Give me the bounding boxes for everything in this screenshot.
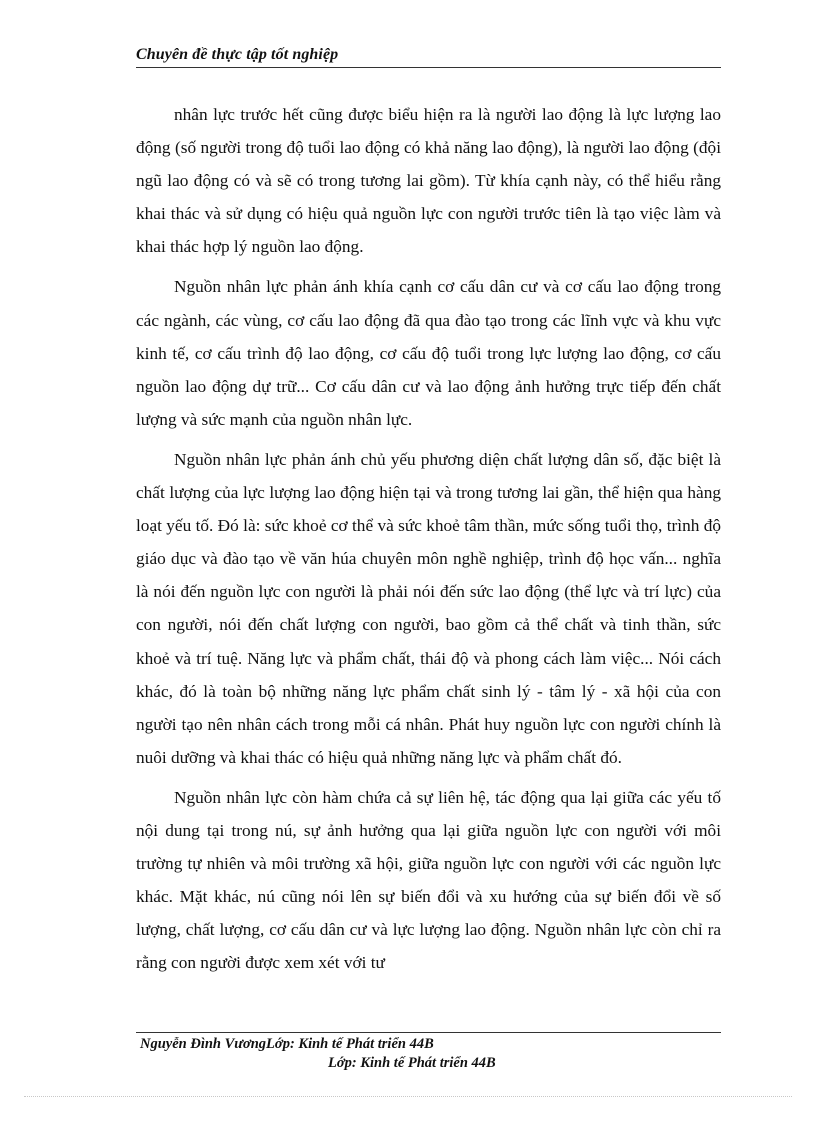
paragraph-2: Nguồn nhân lực phản ánh khía cạnh cơ cấu dân cư và cơ cấu lao động trong các ngành, các vùng, cơ cấu lao động đã qua đào tạo trong các lĩnh vực và khu vực kinh tế, cơ cấu trình độ lao động, cơ cấu độ tuổi trong lực lượng lao động, cơ cấu nguồn lao động dự trữ... Cơ cấu dân cư và lao động ảnh hưởng trực tiếp đến chất lượng và sức mạnh của nguồn nhân lực. [136,277,721,429]
paragraph-3: Nguồn nhân lực phản ánh chủ yếu phương diện chất lượng dân số, đặc biệt là chất lượng của lực lượng lao động hiện tại và trong tương lai gần, thể hiện qua hàng loạt yếu tố. Đó là: sức khoẻ cơ thể và sức khoẻ tâm thần, mức sống tuổi thọ, trình độ giáo dục và đào tạo về văn húa chuyên môn nghề nghiệp, trình độ học vấn... nghĩa là nói đến nguồn lực con người là phải nói đến sức lao động (thể lực và trí lực) của con người, nói đến chất lượng con người, bao gồm cả thể chất và tinh thần, sức khoẻ và trí tuệ. Năng lực và phẩm chất, thái độ và phong cách làm việc... Nói cách khác, đó là toàn bộ những năng lực phẩm chất sinh lý - tâm lý - xã hội của con người tạo nên nhân cách trong mỗi cá nhân. Phát huy nguồn lực con người chính là nuôi dưỡng và khai thác có hiệu quả những năng lực và phẩm chất đó. [136,449,721,767]
footer-class: Lớp: Kinh tế Phát triển 44B [328,1055,496,1071]
paragraph-4: Nguồn nhân lực còn hàm chứa cả sự liên hệ, tác động qua lại giữa các yếu tố nội dung tại trong nú, sự ảnh hưởng qua lại giữa nguồn lực con người với môi trường tự nhiên và môi trường xã hội, giữa nguồn lực con người với các nguồn lực khác. Mặt khác, nú cũng nói lên sự biến đổi và xu hướng của sự biến đổi về số lượng, chất lượng, cơ cấu dân cư và lực lượng lao động. Nguồn nhân lực còn chỉ ra rằng con người được xem xét với tư [136,787,721,973]
page-bottom-dotted-border [24,1096,792,1097]
header-title: Chuyên đề thực tập tốt nghiệp [136,46,339,63]
footer-divider [136,1032,721,1033]
header-divider [136,67,721,68]
paragraph-1: nhân lực trước hết cũng được biểu hiện ra là người lao động là lực lượng lao động (số người trong độ tuổi lao động có khả năng lao động), là người lao động (đội ngũ lao động có và sẽ có trong tương lai gồm). Từ khía cạnh này, có thể hiểu rằng khai thác và sử dụng có hiệu quả nguồn lực con người trước tiên là tạo việc làm và khai thác hợp lý nguồn lao động. [136,105,721,257]
footer-author-class: Nguyễn Đình VươngLớp: Kinh tế Phát triển 44B [140,1036,434,1052]
body-text [136,98,721,986]
